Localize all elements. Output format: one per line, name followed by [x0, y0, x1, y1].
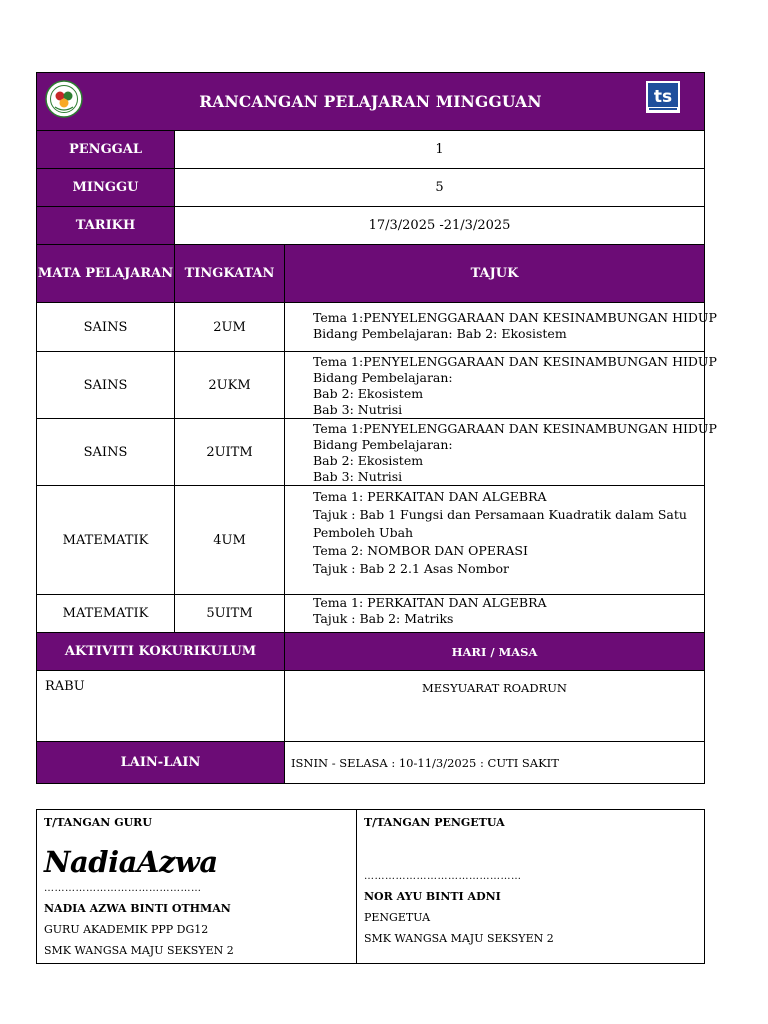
principal-signature-label: T/TANGAN PENGETUA [364, 816, 505, 829]
form-cell: 2UITM [175, 419, 285, 486]
table-row [37, 486, 705, 595]
principal-signature-block [357, 810, 705, 964]
date-label: TARIKH [37, 207, 175, 245]
column-topic: TAJUK [285, 245, 705, 303]
form-cell: 4UM [175, 486, 285, 595]
teacher-signature-line: ……………………………………… [44, 883, 202, 894]
svg-text:ts: ts [653, 87, 673, 107]
topic-line: Bab 3: Nutrisi [313, 402, 403, 417]
term-value: 1 [175, 131, 705, 169]
subject-cell: MATEMATIK [37, 595, 175, 633]
form-cell: 2UKM [175, 352, 285, 419]
subject-cell: SAINS [37, 352, 175, 419]
teacher-school: SMK WANGSA MAJU SEKSYEN 2 [44, 944, 234, 957]
table-row [37, 352, 705, 419]
page-title: RANCANGAN PELAJARAN MINGGUAN [199, 92, 542, 111]
topic-line: Tema 1:PENYELENGGARAAN DAN KESINAMBUNGAN HIDUP [313, 354, 717, 369]
topic-cell [285, 419, 717, 486]
others-label: LAIN-LAIN [37, 742, 285, 784]
topic-line: Tajuk : Bab 1 Fungsi dan Persamaan Kuadratik dalam Satu [313, 507, 687, 522]
topic-cell [285, 352, 717, 419]
ts-logo-icon [646, 81, 680, 113]
others-value: ISNIN - SELASA : 10-11/3/2025 : CUTI SAKIT [285, 742, 705, 784]
column-form: TINGKATAN [175, 245, 285, 303]
form-cell: 2UM [175, 303, 285, 352]
subject-cell: MATEMATIK [37, 486, 175, 595]
topic-line: Bidang Pembelajaran: [313, 370, 453, 385]
weekly-plan-table [36, 72, 717, 775]
topic-line: Bab 2: Ekosistem [313, 453, 424, 468]
topic-cell [285, 595, 705, 633]
teacher-role: GURU AKADEMIK PPP DG12 [44, 923, 209, 936]
principal-role: PENGETUA [364, 911, 431, 924]
principal-name: NOR AYU BINTI ADNI [364, 890, 501, 903]
topic-line: Bidang Pembelajaran: Bab 2: Ekosistem [313, 326, 567, 341]
table-row [37, 303, 705, 352]
week-label: MINGGU [37, 169, 175, 207]
topic-line: Tema 2: NOMBOR DAN OPERASI [313, 543, 528, 558]
topic-line: Tema 1:PENYELENGGARAAN DAN KESINAMBUNGAN HIDUP [313, 310, 717, 325]
term-label: PENGGAL [37, 131, 175, 169]
topic-line: Tema 1:PENYELENGGARAAN DAN KESINAMBUNGAN HIDUP [313, 421, 717, 436]
cocurricular-day: RABU [37, 671, 285, 742]
teacher-signature-label: T/TANGAN GURU [44, 816, 152, 829]
signature-table [36, 809, 704, 964]
topic-line: Bab 3: Nutrisi [313, 469, 403, 484]
subject-cell: SAINS [37, 303, 175, 352]
cocurricular-label: AKTIVITI KOKURIKULUM [37, 633, 285, 671]
topic-line: Tema 1: PERKAITAN DAN ALGEBRA [313, 595, 547, 610]
principal-signature-line: ……………………………………… [364, 871, 522, 882]
teacher-signature-block [37, 810, 357, 964]
plan-header [37, 73, 705, 131]
cocurricular-activity: MESYUARAT ROADRUN [285, 671, 705, 742]
table-row [37, 419, 705, 486]
topic-cell [285, 486, 705, 595]
topic-line: Tajuk : Bab 2 2.1 Asas Nombor [313, 561, 509, 576]
school-crest-icon [45, 80, 83, 118]
topic-cell [285, 303, 717, 352]
teacher-name: NADIA AZWA BINTI OTHMAN [44, 902, 231, 915]
form-cell: 5UITM [175, 595, 285, 633]
subject-cell: SAINS [37, 419, 175, 486]
topic-line: Tema 1: PERKAITAN DAN ALGEBRA [313, 489, 547, 504]
principal-school: SMK WANGSA MAJU SEKSYEN 2 [364, 932, 554, 945]
teacher-signature: NadiaAzwa [44, 845, 218, 879]
topic-line: Bidang Pembelajaran: [313, 437, 453, 452]
column-subject: MATA PELAJARAN [37, 245, 175, 303]
date-value: 17/3/2025 -21/3/2025 [175, 207, 705, 245]
topic-line: Pemboleh Ubah [313, 525, 414, 540]
table-row [37, 595, 705, 633]
topic-line: Tajuk : Bab 2: Matriks [313, 611, 454, 626]
topic-line: Bab 2: Ekosistem [313, 386, 424, 401]
week-value: 5 [175, 169, 705, 207]
day-time-label: HARI / MASA [285, 633, 705, 671]
